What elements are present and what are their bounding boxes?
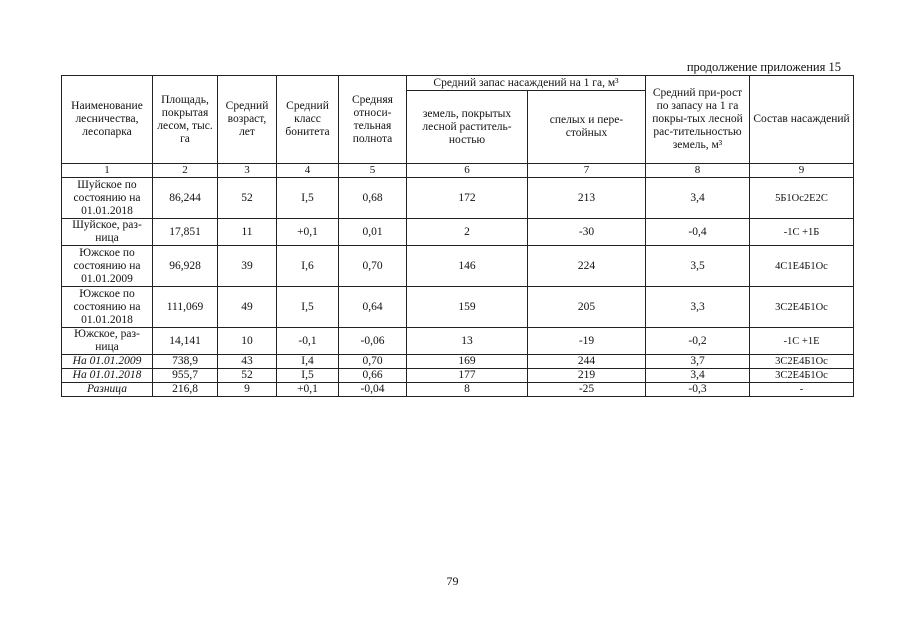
cell-growth: 3,5 (646, 246, 750, 287)
forest-stand-table (61, 75, 854, 397)
table-row (62, 383, 854, 397)
cell-stock-mature: 219 (528, 369, 646, 383)
column-number: 2 (153, 164, 218, 178)
cell-stock-mature: 205 (528, 287, 646, 328)
row-name: Южское по состоянию на 01.01.2009 (62, 246, 153, 287)
cell-growth: -0,4 (646, 219, 750, 246)
column-number: 9 (750, 164, 854, 178)
cell-density: -0,04 (339, 383, 407, 397)
continuation-label: продолжение приложения 15 (686, 60, 841, 74)
column-number-row (62, 164, 854, 178)
cell-density: 0,70 (339, 355, 407, 369)
header-stock-covered: земель, покрытых лесной раститель-ностью (407, 91, 528, 164)
cell-area: 14,141 (153, 328, 218, 355)
column-number: 3 (218, 164, 277, 178)
cell-stock-mature: 244 (528, 355, 646, 369)
header-growth: Средний при-рост по запасу на 1 га покры-тых лесной рас-тительностью земель, м³ (646, 76, 750, 164)
cell-stock-covered: 159 (407, 287, 528, 328)
page-number: 79 (446, 574, 459, 588)
column-number: 5 (339, 164, 407, 178)
row-name: Разница (62, 383, 153, 397)
table-row (62, 219, 854, 246)
cell-stock-covered: 172 (407, 178, 528, 219)
cell-stock-covered: 8 (407, 383, 528, 397)
header-bonitet: Средний класс бонитета (277, 76, 339, 164)
cell-bonitet: I,5 (277, 178, 339, 219)
cell-composition: - (750, 383, 854, 397)
cell-growth: -0,2 (646, 328, 750, 355)
column-number: 7 (528, 164, 646, 178)
column-number: 8 (646, 164, 750, 178)
cell-age: 49 (218, 287, 277, 328)
cell-density: 0,64 (339, 287, 407, 328)
cell-composition: 5Б1Ос2Е2С (750, 178, 854, 219)
cell-growth: 3,4 (646, 369, 750, 383)
cell-area: 738,9 (153, 355, 218, 369)
cell-stock-mature: 213 (528, 178, 646, 219)
cell-bonitet: I,6 (277, 246, 339, 287)
table-row (62, 328, 854, 355)
cell-bonitet: -0,1 (277, 328, 339, 355)
cell-age: 9 (218, 383, 277, 397)
header-density: Средняя относи-тельная полнота (339, 76, 407, 164)
column-number: 6 (407, 164, 528, 178)
table-row (62, 287, 854, 328)
cell-growth: 3,7 (646, 355, 750, 369)
cell-composition: -1С +1Е (750, 328, 854, 355)
header-age: Средний возраст, лет (218, 76, 277, 164)
cell-bonitet: +0,1 (277, 219, 339, 246)
column-number: 1 (62, 164, 153, 178)
row-name: Южское по состоянию на 01.01.2018 (62, 287, 153, 328)
cell-stock-mature: -30 (528, 219, 646, 246)
cell-bonitet: I,5 (277, 369, 339, 383)
cell-density: 0,01 (339, 219, 407, 246)
cell-composition: 4С1Е4Б1Ос (750, 246, 854, 287)
cell-age: 52 (218, 369, 277, 383)
cell-growth: -0,3 (646, 383, 750, 397)
cell-bonitet: I,4 (277, 355, 339, 369)
cell-density: -0,06 (339, 328, 407, 355)
column-number: 4 (277, 164, 339, 178)
header-area: Площадь, покрытая лесом, тыс. га (153, 76, 218, 164)
cell-age: 10 (218, 328, 277, 355)
cell-area: 96,928 (153, 246, 218, 287)
table-row (62, 355, 854, 369)
cell-area: 955,7 (153, 369, 218, 383)
cell-area: 216,8 (153, 383, 218, 397)
header-stock-group: Средний запас насаждений на 1 га, м³ (407, 76, 646, 91)
cell-stock-covered: 2 (407, 219, 528, 246)
row-name: Шуйское, раз-ница (62, 219, 153, 246)
cell-stock-mature: -19 (528, 328, 646, 355)
cell-area: 86,244 (153, 178, 218, 219)
row-name: На 01.01.2009 (62, 355, 153, 369)
table-row (62, 178, 854, 219)
cell-stock-covered: 169 (407, 355, 528, 369)
cell-composition: 3С2Е4Б1Ос (750, 355, 854, 369)
header-stock-mature: спелых и пере-стойных (528, 91, 646, 164)
cell-stock-mature: -25 (528, 383, 646, 397)
row-name: На 01.01.2018 (62, 369, 153, 383)
header-composition: Состав насаждений (750, 76, 854, 164)
cell-bonitet: I,5 (277, 287, 339, 328)
cell-density: 0,68 (339, 178, 407, 219)
cell-density: 0,70 (339, 246, 407, 287)
cell-composition: 3С2Е4Б1Ос (750, 287, 854, 328)
table-row (62, 369, 854, 383)
header-row-1 (62, 76, 854, 91)
cell-stock-covered: 177 (407, 369, 528, 383)
cell-age: 39 (218, 246, 277, 287)
cell-growth: 3,4 (646, 178, 750, 219)
cell-age: 52 (218, 178, 277, 219)
cell-bonitet: +0,1 (277, 383, 339, 397)
header-name: Наименование лесничества, лесопарка (62, 76, 153, 164)
row-name: Шуйское по состоянию на 01.01.2018 (62, 178, 153, 219)
cell-age: 11 (218, 219, 277, 246)
cell-stock-covered: 13 (407, 328, 528, 355)
cell-stock-mature: 224 (528, 246, 646, 287)
cell-area: 17,851 (153, 219, 218, 246)
cell-composition: -1С +1Б (750, 219, 854, 246)
cell-area: 111,069 (153, 287, 218, 328)
cell-stock-covered: 146 (407, 246, 528, 287)
row-name: Южское, раз-ница (62, 328, 153, 355)
cell-density: 0,66 (339, 369, 407, 383)
cell-growth: 3,3 (646, 287, 750, 328)
cell-composition: 3С2Е4Б1Ос (750, 369, 854, 383)
table-row (62, 246, 854, 287)
cell-age: 43 (218, 355, 277, 369)
